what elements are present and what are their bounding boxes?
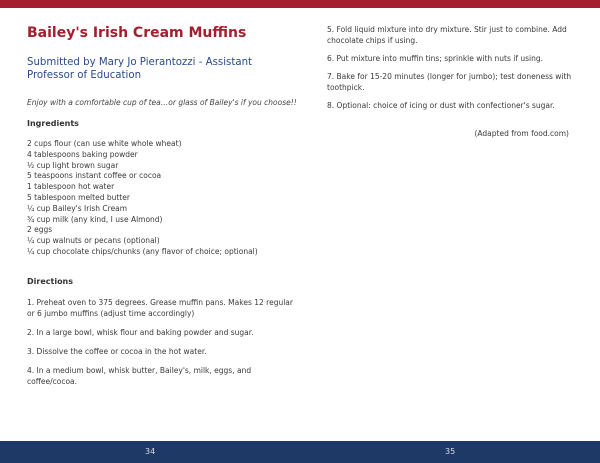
ingredients-heading: Ingredients xyxy=(27,119,79,128)
left-page xyxy=(27,24,297,387)
page-number-left: 34 xyxy=(145,447,156,456)
ingredient-item: ¼ cup chocolate chips/chunks (any flavor of choice; optional) xyxy=(27,246,258,256)
directions-heading: Directions xyxy=(27,276,74,286)
ingredients-list xyxy=(27,139,297,258)
direction-step: 4. In a medium bowl, whisk butter, Bailey's, milk, eggs, and coffee/cocoa. xyxy=(27,365,252,386)
footer-bar xyxy=(0,441,600,463)
directions-steps-left xyxy=(27,297,297,387)
direction-step: 7. Bake for 15-20 minutes (longer for jumbo); test doneness with toothpick. xyxy=(327,72,572,92)
ingredient-item: ¼ cup walnuts or pecans (optional) xyxy=(27,236,160,246)
direction-step: 6. Put mixture into muffin tins; sprinkle with nuts if using. xyxy=(327,54,544,63)
top-accent-bar xyxy=(0,0,600,8)
ingredient-item: 4 tablespoons baking powder xyxy=(27,149,138,159)
direction-step: 2. In a large bowl, whisk flour and baking powder and sugar. xyxy=(27,327,254,337)
direction-step: 1. Preheat oven to 375 degrees. Grease muffin pans. Makes 12 regular or 6 jumbo muffins (adjust time accordingly) xyxy=(27,297,293,318)
ingredient-item: 5 teaspoons instant coffee or cocoa xyxy=(27,171,162,181)
ingredient-item: 1 tablespoon hot water xyxy=(27,182,115,192)
ingredient-item: 2 cups flour (can use white whole wheat) xyxy=(27,139,182,148)
page-number-right: 35 xyxy=(445,447,456,456)
right-page xyxy=(327,24,577,139)
ingredient-item: 5 tablespoon melted butter xyxy=(27,192,130,202)
direction-step: 3. Dissolve the coffee or cocoa in the hot water. xyxy=(27,346,207,356)
ingredient-item: 2 eggs xyxy=(27,225,53,235)
ingredient-item: ½ cup light brown sugar xyxy=(27,160,119,170)
recipe-intro: Enjoy with a comfortable cup of tea…or glass of Bailey's if you choose!! xyxy=(27,98,297,107)
direction-step: 8. Optional: choice of icing or dust with confectioner's sugar. xyxy=(327,101,555,110)
recipe-credit: (Adapted from food.com) xyxy=(474,129,569,138)
directions-steps-right xyxy=(327,24,577,111)
ingredient-item: ¾ cup milk (any kind, I use Almond) xyxy=(27,214,163,224)
recipe-title: Bailey's Irish Cream Muffins xyxy=(27,25,247,41)
direction-step: 5. Fold liquid mixture into dry mixture. Stir just to combine. Add chocolate chips if using. xyxy=(327,25,567,45)
recipe-author: Submitted by Mary Jo Pierantozzi - Assistant Professor of Education xyxy=(27,57,253,81)
ingredient-item: ¼ cup Bailey's Irish Cream xyxy=(27,203,128,213)
